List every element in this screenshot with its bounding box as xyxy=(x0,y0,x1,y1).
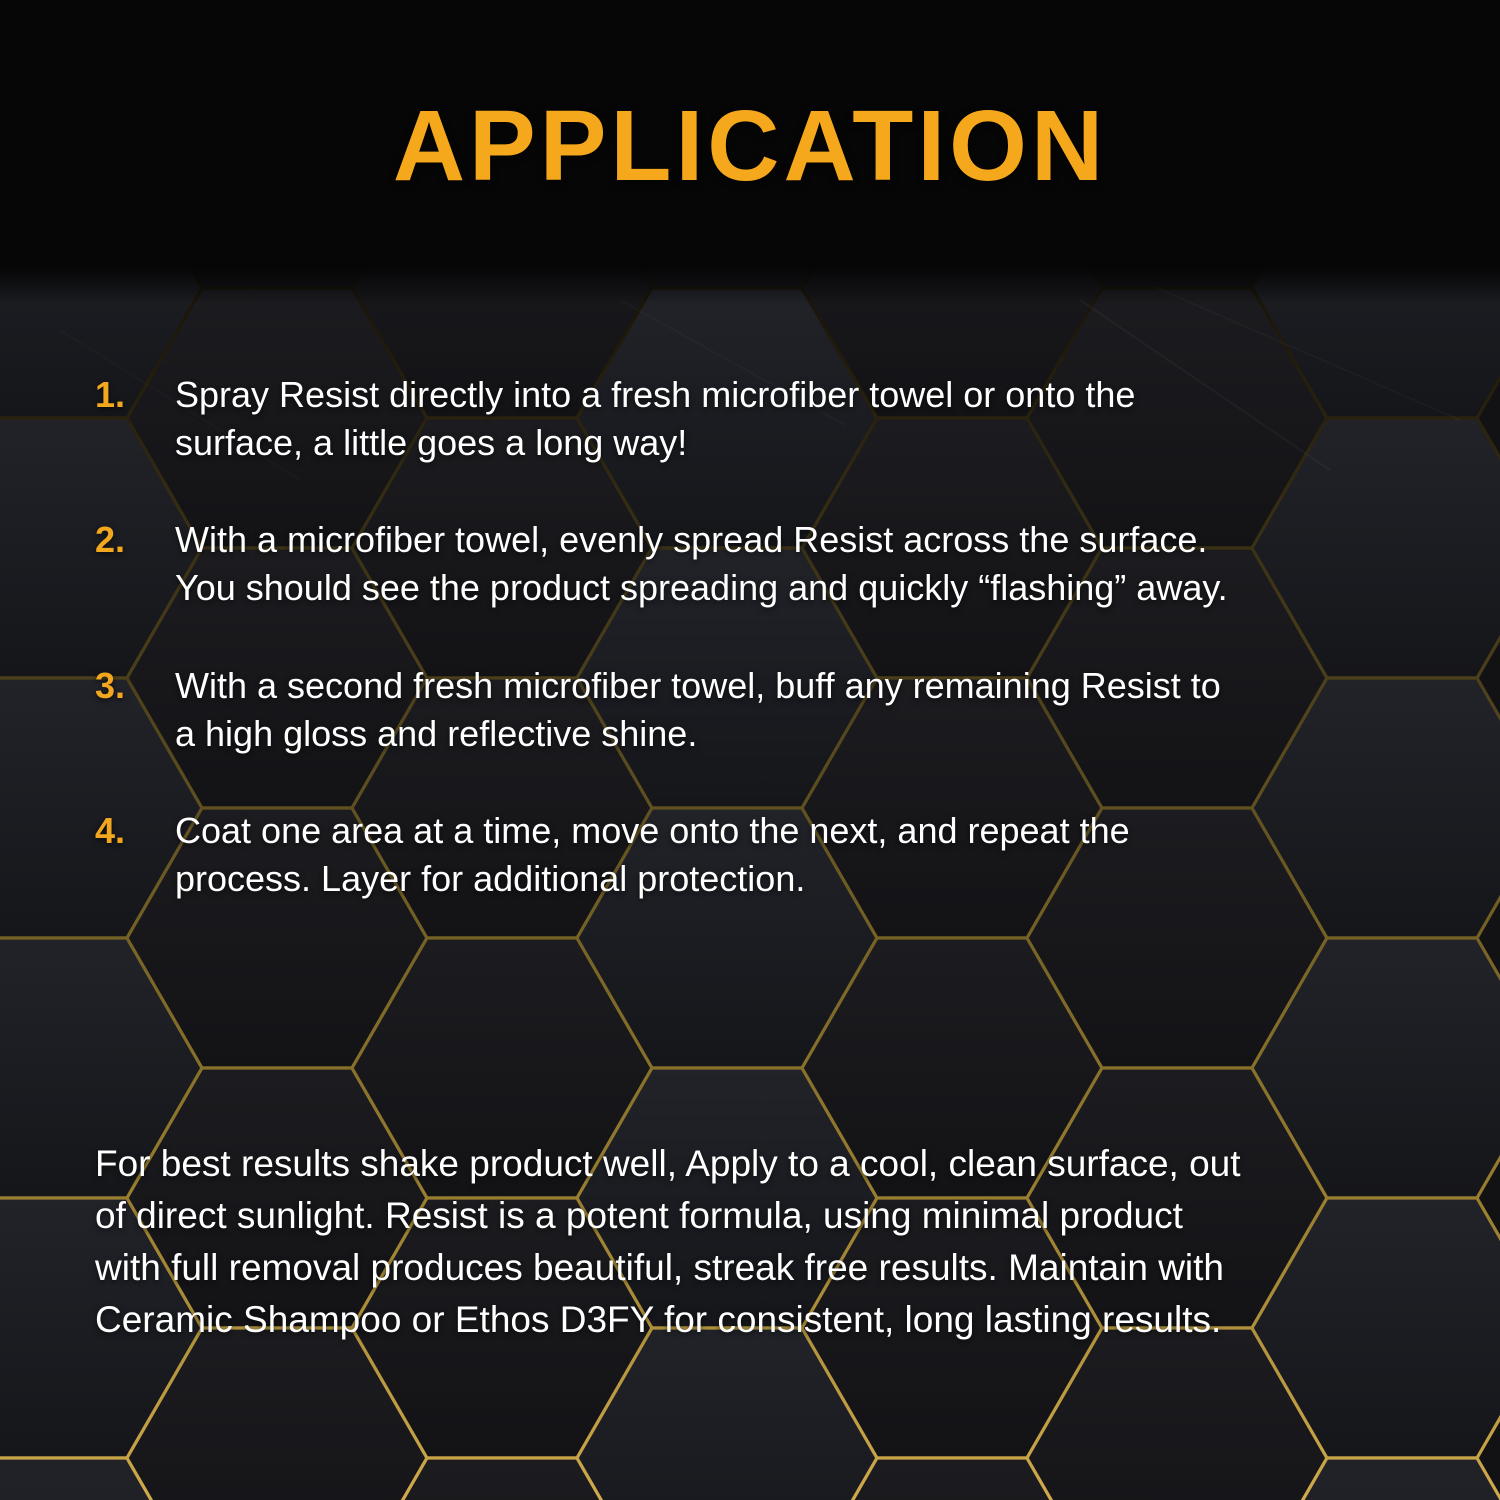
footer-line: of direct sunlight. Resist is a potent formula, using minimal product xyxy=(95,1195,1183,1236)
step-text-line: Coat one area at a time, move onto the next, and repeat the xyxy=(175,810,1130,851)
page-title: APPLICATION xyxy=(392,90,1108,202)
step-text xyxy=(175,371,1445,467)
step-text-line: surface, a little goes a long way! xyxy=(175,422,688,463)
step-text-line: a high gloss and reflective shine. xyxy=(175,713,698,754)
step-text xyxy=(175,662,1445,758)
step-number: 4. xyxy=(95,810,126,851)
step-text-line: With a second fresh microfiber towel, buff any remaining Resist to xyxy=(175,665,1221,706)
footer-line: For best results shake product well, Apply to a cool, clean surface, out xyxy=(95,1143,1241,1184)
step-text-line: Spray Resist directly into a fresh microfiber towel or onto the xyxy=(175,374,1136,415)
footer-line: with full removal produces beautiful, streak free results. Maintain with xyxy=(95,1247,1225,1288)
step-text xyxy=(175,516,1445,612)
step-text xyxy=(175,807,1445,903)
list-item-4 xyxy=(95,807,1445,903)
list-item-3 xyxy=(95,662,1445,758)
list-item-2 xyxy=(95,516,1445,612)
step-text-line: You should see the product spreading and quickly “flashing” away. xyxy=(175,567,1228,608)
top-fade xyxy=(0,268,1500,304)
list-item-1 xyxy=(95,371,1445,467)
footer-line: Ceramic Shampoo or Ethos D3FY for consistent, long lasting results. xyxy=(95,1299,1222,1340)
step-number: 3. xyxy=(95,665,126,706)
step-number: 2. xyxy=(95,519,126,560)
step-text-line: process. Layer for additional protection. xyxy=(175,858,806,899)
step-number: 1. xyxy=(95,374,126,415)
step-text-line: With a microfiber towel, evenly spread Resist across the surface. xyxy=(175,519,1208,560)
footer-note xyxy=(95,1138,1455,1346)
